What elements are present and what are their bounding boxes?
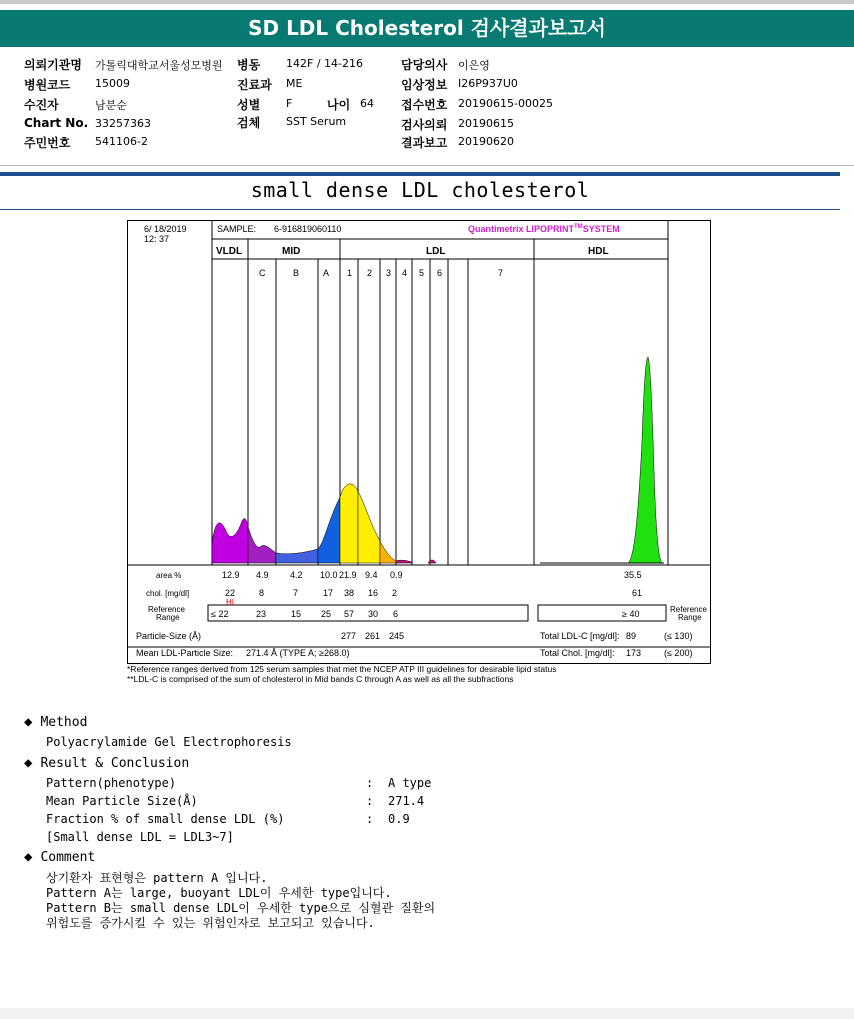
brand-sup: TM — [574, 224, 583, 230]
mean-value: 271.4 Å (TYPE A; ≥268.0) — [246, 648, 350, 658]
result-colon: : — [366, 794, 374, 808]
group-vldl: VLDL — [216, 246, 243, 257]
info-value: 142F / 14-216 — [286, 57, 363, 70]
total-chol-value: 173 — [626, 648, 642, 658]
hi-flag: HI — [226, 598, 234, 607]
info-label: 성별 — [237, 98, 261, 112]
brand-logo — [468, 224, 620, 234]
band-label: B — [293, 268, 300, 278]
chol-value: 38 — [344, 588, 355, 598]
band-label: C — [259, 268, 266, 278]
ref-label: Reference — [148, 605, 185, 614]
info-label: 병원코드 — [24, 78, 71, 92]
info-label: 병동 — [237, 58, 261, 72]
ref-value: ≥ 40 — [622, 609, 640, 619]
result-key: Fraction % of small dense LDL (%) — [46, 812, 285, 826]
area-value: 21.9 — [339, 570, 357, 580]
info-value: 남분순 — [95, 99, 127, 112]
info-value: 이은영 — [458, 59, 490, 72]
ref-value: 30 — [368, 609, 379, 619]
ref-right-label: Range — [678, 613, 702, 622]
sample-value: 6-916819060110 — [274, 224, 342, 234]
particle-value: 261 — [365, 631, 381, 641]
ref-label: Range — [156, 613, 180, 622]
area-value: 4.9 — [256, 570, 269, 580]
area-value: 12.9 — [222, 570, 240, 580]
chol-value: 8 — [259, 588, 265, 598]
info-label: 의뢰기관명 — [24, 58, 82, 72]
page-title: SD LDL Cholesterol 검사결과보고서 — [0, 10, 854, 47]
particle-value: 277 — [341, 631, 357, 641]
result-heading — [24, 755, 189, 771]
band-label: A — [323, 268, 330, 278]
chol-value: 61 — [632, 588, 643, 598]
area-value: 35.5 — [624, 570, 642, 580]
diamond-icon: ◆ — [24, 714, 33, 730]
info-label: 결과보고 — [401, 136, 448, 150]
age-value: 64 — [360, 97, 374, 110]
total-ldl-label: Total LDL-C [mg/dl]: — [540, 631, 620, 641]
report-date: 6/ 18/2019 — [144, 224, 187, 234]
comment-line: 위험도를 증가시킬 수 있는 위험인자로 보고되고 있습니다. — [46, 916, 375, 930]
info-value: 20190615-00025 — [458, 97, 553, 110]
info-value: 20190620 — [458, 135, 514, 148]
band-label: 6 — [437, 268, 443, 278]
result-value: 271.4 — [388, 794, 425, 808]
info-label: 수진자 — [24, 98, 59, 112]
info-value: 541106-2 — [95, 135, 148, 148]
chol-value: 22 — [225, 588, 236, 598]
group-ldl: LDL — [426, 246, 446, 257]
info-label: 담당의사 — [401, 58, 448, 72]
group-mid: MID — [282, 246, 301, 257]
info-label: 임상정보 — [401, 78, 448, 92]
info-value: F — [286, 97, 293, 110]
footnote: **LDL-C is comprised of the sum of cholesterol in Mid bands C through A as well as all the subfractions — [127, 674, 514, 684]
particle-value: 245 — [389, 631, 405, 641]
area-value: 0.9 — [390, 570, 403, 580]
row-area-label: area % — [156, 571, 182, 580]
brand-name: Quantimetrix LIPOPRINT — [468, 224, 575, 234]
result-note: [Small dense LDL = LDL3~7] — [46, 830, 234, 844]
chol-value: 17 — [323, 588, 334, 598]
info-value: 가톨릭대학교서울성모병원 — [95, 59, 223, 72]
particle-label: Particle-Size (Å) — [136, 631, 202, 641]
ref-value: 23 — [256, 609, 267, 619]
footnote: *Reference ranges derived from 125 serum samples that met the NCEP ATP III guidelines for desirable lipid status — [127, 664, 557, 674]
info-label: Chart No. — [24, 116, 89, 130]
ref-value: 57 — [344, 609, 355, 619]
ref-value: 6 — [393, 609, 399, 619]
section-title: small dense LDL cholesterol — [250, 178, 590, 202]
chol-value: 16 — [368, 588, 379, 598]
comment-line: 상기환자 표현형은 pattern A 입니다. — [46, 871, 268, 885]
sample-label: SAMPLE: — [217, 224, 257, 234]
ref-value: 15 — [291, 609, 302, 619]
group-hdl: HDL — [588, 246, 609, 257]
total-chol-label: Total Chol. [mg/dl]: — [540, 648, 615, 658]
comment-line: Pattern B는 small dense LDL이 우세한 type으로 심혈관 질환의 — [46, 901, 436, 915]
row-chol-label: chol. [mg/dl] — [146, 589, 190, 598]
comment-heading — [24, 849, 95, 865]
result-colon: : — [366, 812, 374, 826]
result-title: Result & Conclusion — [40, 756, 190, 771]
method-title: Method — [40, 715, 88, 730]
info-value: 20190615 — [458, 117, 514, 130]
band-label: 2 — [367, 268, 373, 278]
total-chol-ref: (≤ 200) — [664, 648, 693, 658]
divider — [0, 209, 840, 210]
comment-title: Comment — [40, 850, 96, 865]
comment-line: Pattern A는 large, buoyant LDL이 우세한 type입니다. — [46, 886, 392, 900]
info-label: 검사의뢰 — [401, 118, 448, 132]
info-value: I26P937U0 — [458, 77, 518, 90]
chol-value: 7 — [293, 588, 299, 598]
band-label: 1 — [347, 268, 353, 278]
patient-info — [0, 50, 854, 166]
info-label: 접수번호 — [401, 98, 448, 112]
report-time: 12: 37 — [144, 234, 170, 244]
info-value: 33257363 — [95, 117, 151, 130]
result-colon: : — [366, 776, 374, 790]
band-label: 7 — [498, 268, 504, 278]
info-value: SST Serum — [286, 115, 347, 128]
result-key: Mean Particle Size(Å) — [46, 794, 198, 808]
diamond-icon: ◆ — [24, 755, 33, 771]
area-value: 9.4 — [365, 570, 378, 580]
band-label: 5 — [419, 268, 425, 278]
age-label: 나이 — [327, 98, 351, 112]
info-value: ME — [286, 77, 303, 90]
diamond-icon: ◆ — [24, 849, 33, 865]
method-text: Polyacrylamide Gel Electrophoresis — [46, 735, 292, 749]
lipoprint-report — [127, 220, 711, 664]
mean-label: Mean LDL-Particle Size: — [136, 648, 234, 658]
ref-value: ≤ 22 — [211, 609, 229, 619]
total-ldl-value: 89 — [626, 631, 637, 641]
result-key: Pattern(phenotype) — [46, 776, 177, 790]
result-value: 0.9 — [388, 812, 410, 826]
divider — [0, 172, 840, 176]
top-bar — [0, 0, 854, 4]
result-value: A type — [388, 776, 432, 790]
brand-tail: SYSTEM — [582, 224, 620, 234]
info-label: 검체 — [237, 116, 261, 130]
info-label: 주민번호 — [24, 136, 71, 150]
ref-right-label: Reference — [670, 605, 707, 614]
electrophoresis-chart — [128, 221, 710, 663]
chol-value: 2 — [392, 588, 398, 598]
ref-value: 25 — [321, 609, 332, 619]
band-label: 4 — [402, 268, 408, 278]
area-value: 4.2 — [290, 570, 303, 580]
total-ldl-ref: (≤ 130) — [664, 631, 693, 641]
info-label: 진료과 — [237, 78, 272, 92]
band-label: 3 — [386, 268, 392, 278]
info-value: 15009 — [95, 77, 130, 90]
method-heading — [24, 714, 87, 730]
area-value: 10.0 — [320, 570, 338, 580]
